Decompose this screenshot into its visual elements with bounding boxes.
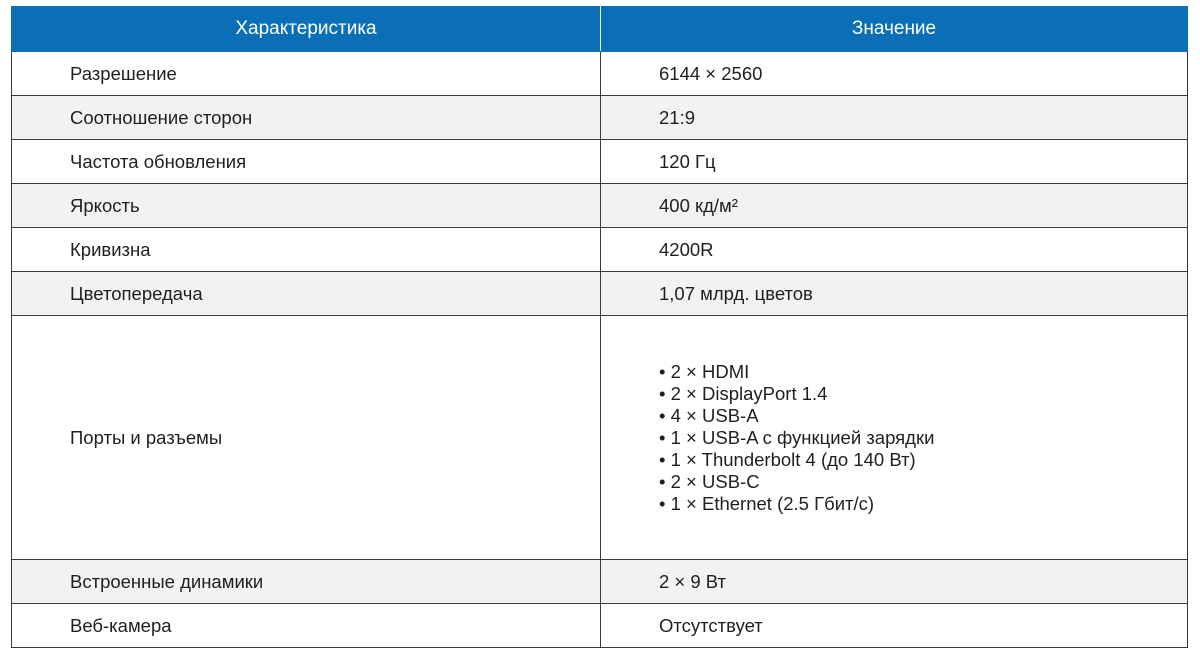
row-key: Порты и разъемы xyxy=(12,316,601,560)
row-value: 2 × 9 Вт xyxy=(601,560,1188,604)
row-key: Веб-камера xyxy=(12,604,601,648)
table-row xyxy=(12,272,1188,316)
table-row xyxy=(12,96,1188,140)
table-row xyxy=(12,560,1188,604)
port-item: • 1 × USB-A с функцией зарядки xyxy=(659,427,1187,449)
port-item: • 2 × USB-C xyxy=(659,471,1187,493)
port-item: • 2 × DisplayPort 1.4 xyxy=(659,383,1187,405)
table-row xyxy=(12,52,1188,96)
spec-table-container xyxy=(11,6,1187,648)
spec-table xyxy=(11,6,1188,648)
table-row xyxy=(12,184,1188,228)
row-key: Разрешение xyxy=(12,52,601,96)
row-value: 21:9 xyxy=(601,96,1188,140)
row-value: Отсутствует xyxy=(601,604,1188,648)
port-item: • 1 × Thunderbolt 4 (до 140 Вт) xyxy=(659,449,1187,471)
row-key: Цветопередача xyxy=(12,272,601,316)
table-row-ports xyxy=(12,316,1188,560)
port-item: • 1 × Ethernet (2.5 Гбит/с) xyxy=(659,493,1187,515)
row-value: 4200R xyxy=(601,228,1188,272)
row-value: 120 Гц xyxy=(601,140,1188,184)
row-value-list xyxy=(601,316,1188,560)
table-row xyxy=(12,228,1188,272)
table-row xyxy=(12,604,1188,648)
row-value: 6144 × 2560 xyxy=(601,52,1188,96)
row-key: Яркость xyxy=(12,184,601,228)
row-value: 1,07 млрд. цветов xyxy=(601,272,1188,316)
header-characteristic: Характеристика xyxy=(12,7,601,52)
port-item: • 2 × HDMI xyxy=(659,361,1187,383)
port-item: • 4 × USB-A xyxy=(659,405,1187,427)
row-key: Кривизна xyxy=(12,228,601,272)
row-key: Встроенные динамики xyxy=(12,560,601,604)
ports-list xyxy=(659,361,1187,515)
row-value: 400 кд/м² xyxy=(601,184,1188,228)
row-key: Частота обновления xyxy=(12,140,601,184)
header-value: Значение xyxy=(601,7,1188,52)
table-header-row xyxy=(12,7,1188,52)
table-row xyxy=(12,140,1188,184)
row-key: Соотношение сторон xyxy=(12,96,601,140)
